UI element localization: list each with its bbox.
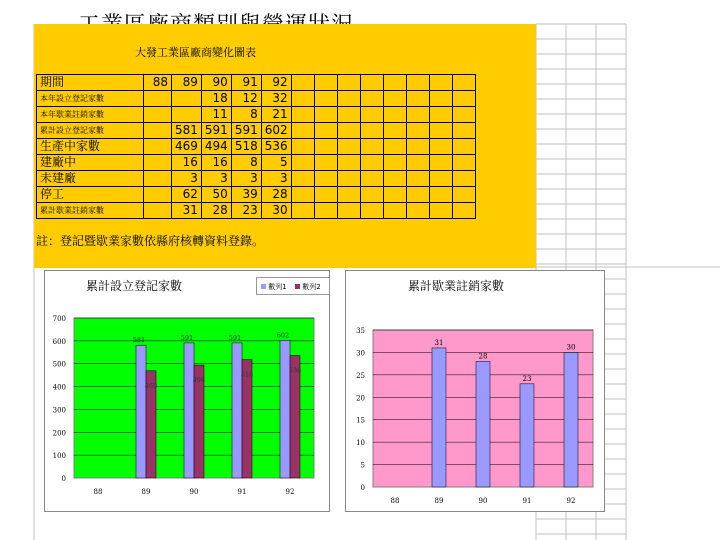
table-cell: 16 bbox=[172, 155, 202, 171]
table-cell bbox=[429, 187, 452, 203]
table-cell: 3 bbox=[172, 171, 202, 187]
table-cell bbox=[406, 75, 429, 91]
table-cell bbox=[314, 123, 337, 139]
y-tick-label: 5 bbox=[360, 461, 365, 470]
table-cell: 469 bbox=[172, 139, 202, 155]
row-label: 生產中家數 bbox=[37, 139, 144, 155]
x-tick-label: 88 bbox=[390, 497, 400, 505]
table-cell bbox=[360, 187, 383, 203]
y-tick-label: 25 bbox=[356, 371, 365, 380]
table-cell bbox=[291, 123, 314, 139]
table-cell bbox=[383, 139, 406, 155]
table-cell bbox=[429, 203, 452, 219]
row-label: 未建廠 bbox=[37, 171, 144, 187]
data-table bbox=[36, 74, 476, 219]
table-cell bbox=[360, 107, 383, 123]
y-tick-label: 35 bbox=[356, 327, 365, 335]
table-cell bbox=[360, 75, 383, 91]
table-cell bbox=[144, 171, 172, 187]
table-cell: 23 bbox=[231, 203, 261, 219]
y-tick-label: 20 bbox=[356, 394, 365, 403]
table-cell bbox=[383, 123, 406, 139]
table-cell bbox=[383, 187, 406, 203]
data-label: 602 bbox=[276, 331, 290, 340]
table-cell bbox=[360, 123, 383, 139]
bar bbox=[280, 340, 290, 478]
table-cell bbox=[429, 123, 452, 139]
x-tick-label: 92 bbox=[566, 497, 576, 505]
footnote: 註：登記暨歇業家數依縣府核轉資料登錄。 bbox=[36, 234, 265, 248]
table-cell bbox=[383, 203, 406, 219]
table-cell bbox=[314, 91, 337, 107]
table-cell bbox=[360, 203, 383, 219]
y-tick-label: 400 bbox=[52, 383, 66, 392]
x-tick-label: 90 bbox=[189, 488, 199, 496]
table-cell bbox=[383, 171, 406, 187]
table-row bbox=[37, 107, 476, 123]
table-cell bbox=[291, 107, 314, 123]
table-cell bbox=[406, 139, 429, 155]
table-row bbox=[37, 123, 476, 139]
data-label: 494 bbox=[192, 376, 206, 385]
table-cell: 3 bbox=[231, 171, 261, 187]
x-tick-label: 91 bbox=[522, 497, 532, 505]
data-label: 581 bbox=[132, 336, 146, 345]
chart1-legend bbox=[256, 277, 330, 295]
table-row bbox=[37, 187, 476, 203]
table-cell: 28 bbox=[201, 203, 231, 219]
table-cell bbox=[314, 203, 337, 219]
table-cell bbox=[337, 155, 360, 171]
row-label: 期間 bbox=[37, 75, 144, 91]
table-cell bbox=[144, 123, 172, 139]
table-cell bbox=[429, 107, 452, 123]
table-cell: 39 bbox=[231, 187, 261, 203]
table-cell bbox=[291, 139, 314, 155]
legend-item-series1: 數列1 bbox=[261, 282, 287, 292]
row-label: 累計設立登記家數 bbox=[37, 123, 144, 139]
table-cell bbox=[314, 139, 337, 155]
table-cell bbox=[337, 203, 360, 219]
x-tick-label: 89 bbox=[141, 488, 151, 496]
table-cell bbox=[452, 203, 475, 219]
table-cell bbox=[291, 187, 314, 203]
table-cell bbox=[144, 155, 172, 171]
table-cell: 3 bbox=[201, 171, 231, 187]
table-cell bbox=[406, 123, 429, 139]
table-cell bbox=[144, 107, 172, 123]
bar bbox=[432, 348, 446, 487]
chart1-plot bbox=[44, 300, 328, 510]
table-cell bbox=[337, 139, 360, 155]
table-cell: 518 bbox=[231, 139, 261, 155]
table-cell bbox=[383, 155, 406, 171]
table-cell bbox=[429, 91, 452, 107]
data-label: 536 bbox=[288, 366, 302, 375]
row-label: 停工 bbox=[37, 187, 144, 203]
table-cell bbox=[314, 107, 337, 123]
legend-swatch-series1 bbox=[261, 284, 266, 289]
table-cell bbox=[144, 187, 172, 203]
row-label: 累計歇業註銷家數 bbox=[37, 203, 144, 219]
table-cell: 89 bbox=[172, 75, 202, 91]
table-cell: 18 bbox=[201, 91, 231, 107]
table-cell bbox=[337, 107, 360, 123]
table-cell: 536 bbox=[261, 139, 291, 155]
table-cell bbox=[144, 203, 172, 219]
table-cell bbox=[429, 139, 452, 155]
bar bbox=[476, 361, 490, 487]
table-cell: 92 bbox=[261, 75, 291, 91]
table-cell: 88 bbox=[144, 75, 172, 91]
chart2-title: 累計歇業註銷家數 bbox=[408, 279, 505, 293]
data-label: 591 bbox=[228, 333, 242, 342]
y-tick-label: 0 bbox=[360, 484, 365, 492]
table-cell: 11 bbox=[201, 107, 231, 123]
table-row bbox=[37, 139, 476, 155]
table-cell bbox=[337, 75, 360, 91]
table-cell bbox=[383, 91, 406, 107]
table-cell bbox=[452, 171, 475, 187]
table-cell: 90 bbox=[201, 75, 231, 91]
table-cell bbox=[429, 171, 452, 187]
x-tick-label: 92 bbox=[285, 488, 295, 496]
table-cell: 32 bbox=[261, 91, 291, 107]
data-label: 591 bbox=[180, 333, 194, 342]
row-label: 建廠中 bbox=[37, 155, 144, 171]
table-cell bbox=[452, 75, 475, 91]
y-tick-label: 200 bbox=[52, 429, 66, 438]
table-cell bbox=[144, 139, 172, 155]
table-cell bbox=[337, 171, 360, 187]
table-cell bbox=[429, 75, 452, 91]
table-cell: 91 bbox=[231, 75, 261, 91]
y-tick-label: 100 bbox=[52, 452, 66, 461]
table-cell: 5 bbox=[261, 155, 291, 171]
x-tick-label: 90 bbox=[478, 497, 488, 505]
table-cell: 591 bbox=[201, 123, 231, 139]
table-cell bbox=[337, 91, 360, 107]
table-cell bbox=[314, 187, 337, 203]
y-tick-label: 500 bbox=[52, 360, 66, 369]
x-tick-label: 88 bbox=[93, 488, 103, 496]
data-label: 28 bbox=[478, 352, 488, 361]
table-cell bbox=[383, 107, 406, 123]
bar bbox=[564, 352, 578, 487]
table-cell: 602 bbox=[261, 123, 291, 139]
data-label: 469 bbox=[144, 381, 158, 390]
table-subtitle: 大發工業區廠商變化圖表 bbox=[135, 46, 256, 59]
table-cell bbox=[314, 171, 337, 187]
table-cell bbox=[429, 155, 452, 171]
bar bbox=[136, 345, 146, 478]
table-cell bbox=[314, 155, 337, 171]
table-cell: 62 bbox=[172, 187, 202, 203]
table-cell: 12 bbox=[231, 91, 261, 107]
table-cell bbox=[452, 139, 475, 155]
table-cell: 16 bbox=[201, 155, 231, 171]
table-cell bbox=[406, 171, 429, 187]
x-tick-label: 91 bbox=[237, 488, 247, 496]
table-cell: 30 bbox=[261, 203, 291, 219]
table-cell bbox=[406, 91, 429, 107]
table-cell bbox=[452, 91, 475, 107]
y-tick-label: 600 bbox=[52, 337, 66, 346]
table-row bbox=[37, 91, 476, 107]
y-tick-label: 0 bbox=[61, 475, 66, 483]
bar bbox=[232, 343, 242, 478]
table-cell: 591 bbox=[231, 123, 261, 139]
table-cell: 494 bbox=[201, 139, 231, 155]
table-cell bbox=[291, 91, 314, 107]
table-cell bbox=[144, 91, 172, 107]
table-cell: 8 bbox=[231, 155, 261, 171]
table-cell bbox=[452, 123, 475, 139]
chart2-plot bbox=[345, 300, 603, 510]
table-cell: 3 bbox=[261, 171, 291, 187]
row-label: 本年設立登記家數 bbox=[37, 91, 144, 107]
table-cell: 21 bbox=[261, 107, 291, 123]
y-tick-label: 300 bbox=[52, 406, 66, 415]
y-tick-label: 30 bbox=[356, 349, 365, 358]
table-cell bbox=[406, 107, 429, 123]
legend-item-series2: 數列2 bbox=[295, 282, 321, 292]
data-label: 31 bbox=[434, 338, 444, 347]
table-cell: 31 bbox=[172, 203, 202, 219]
data-label: 30 bbox=[566, 343, 576, 352]
table-cell bbox=[172, 107, 202, 123]
data-label: 518 bbox=[240, 370, 254, 379]
table-cell bbox=[360, 155, 383, 171]
table-cell bbox=[291, 171, 314, 187]
y-tick-label: 15 bbox=[356, 416, 365, 425]
table-cell bbox=[291, 203, 314, 219]
legend-swatch-series2 bbox=[295, 284, 300, 289]
table-cell bbox=[406, 187, 429, 203]
table-cell bbox=[452, 187, 475, 203]
x-tick-label: 89 bbox=[434, 497, 444, 505]
table-cell bbox=[360, 91, 383, 107]
table-cell bbox=[406, 203, 429, 219]
table-cell bbox=[452, 155, 475, 171]
bar bbox=[184, 343, 194, 478]
y-tick-label: 10 bbox=[356, 439, 365, 448]
table-cell bbox=[383, 75, 406, 91]
bar bbox=[520, 384, 534, 487]
table-cell bbox=[360, 139, 383, 155]
table-cell: 8 bbox=[231, 107, 261, 123]
y-tick-label: 700 bbox=[52, 315, 66, 323]
table-cell: 50 bbox=[201, 187, 231, 203]
table-cell bbox=[172, 91, 202, 107]
table-row bbox=[37, 203, 476, 219]
chart1-title: 累計設立登記家數 bbox=[86, 279, 183, 293]
table-cell bbox=[337, 123, 360, 139]
row-label: 本年歇業註銷家數 bbox=[37, 107, 144, 123]
table-cell bbox=[452, 107, 475, 123]
table-cell bbox=[291, 155, 314, 171]
table-cell bbox=[406, 155, 429, 171]
table-cell bbox=[314, 75, 337, 91]
table-cell bbox=[291, 75, 314, 91]
table-cell: 581 bbox=[172, 123, 202, 139]
data-label: 23 bbox=[522, 374, 532, 383]
table-row bbox=[37, 155, 476, 171]
table-row bbox=[37, 75, 476, 91]
table-row bbox=[37, 171, 476, 187]
table-cell: 28 bbox=[261, 187, 291, 203]
table-cell bbox=[360, 171, 383, 187]
table-cell bbox=[337, 187, 360, 203]
